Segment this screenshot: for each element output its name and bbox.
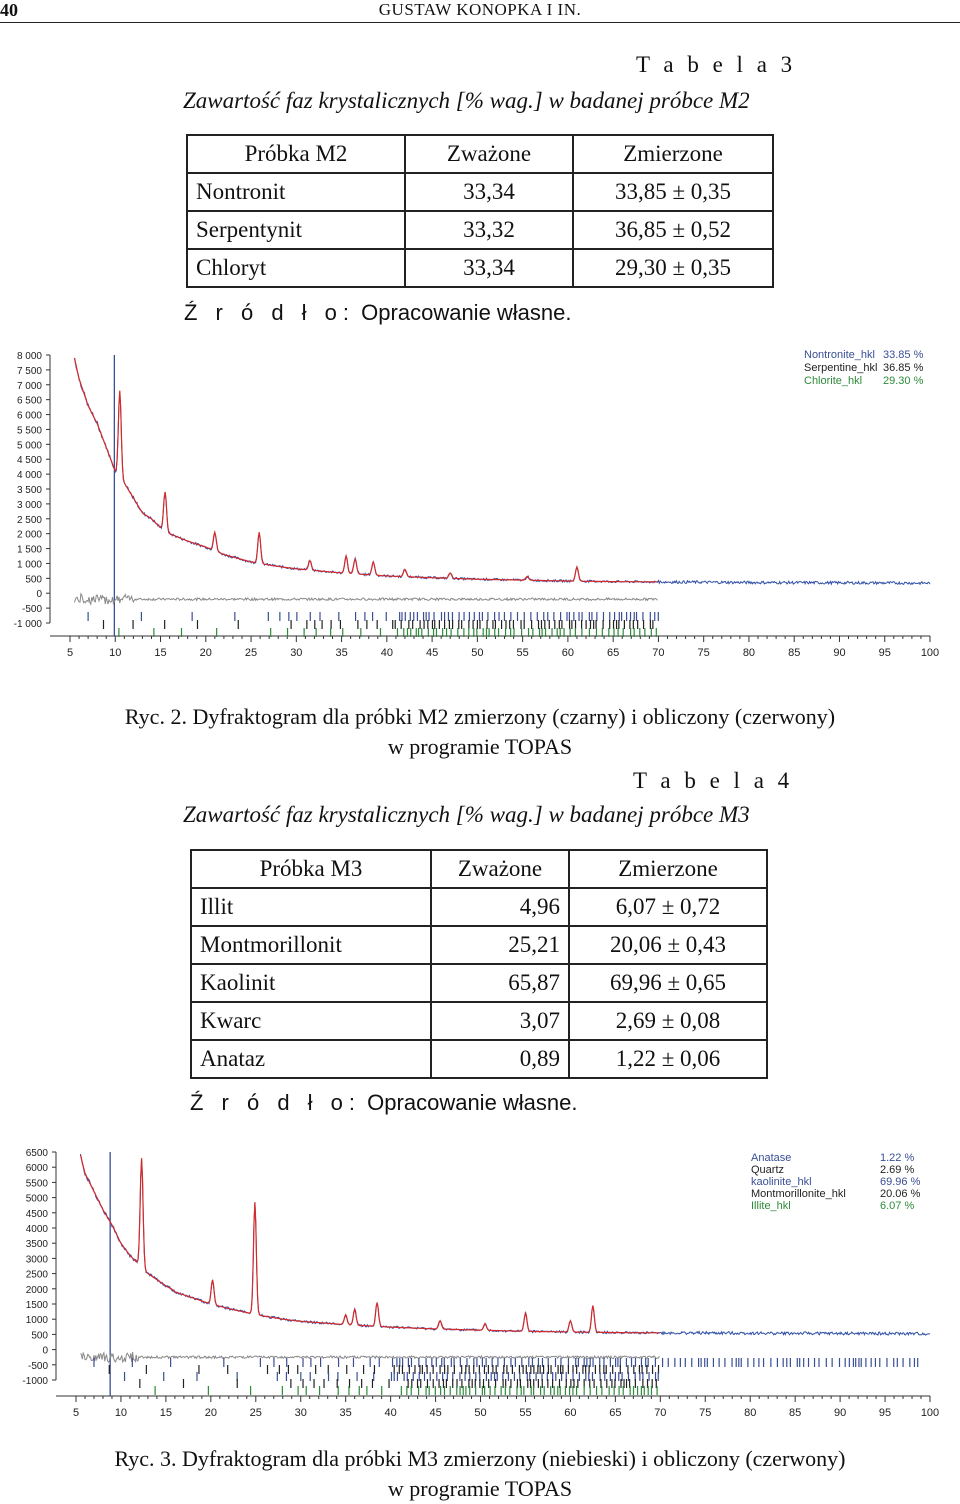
table-cell: 25,21 — [431, 926, 569, 964]
legend-value: 36.85 % — [883, 362, 924, 374]
table-cell: Kwarc — [191, 1002, 431, 1040]
figure3-caption-line2: w programie TOPAS — [387, 1476, 573, 1501]
figure2-caption-line2: w programie TOPAS — [387, 734, 573, 759]
table4 — [190, 849, 768, 1079]
y-tick-label: 2500 — [25, 1269, 48, 1281]
legend-label: Montmorillonite_hkl — [751, 1188, 846, 1200]
difference-curve — [75, 594, 658, 605]
y-tick-label: 5 000 — [16, 440, 42, 452]
x-tick-label: 15 — [159, 1407, 173, 1419]
x-tick-label: 40 — [380, 647, 393, 659]
x-tick-label: 60 — [561, 647, 575, 659]
table-cell: 4,96 — [431, 888, 569, 926]
legend-label: Serpentine_hkl — [804, 362, 878, 374]
y-tick-label: 3 000 — [16, 499, 42, 511]
table-row — [191, 926, 767, 964]
x-tick-label: 50 — [471, 647, 484, 659]
legend-value: 1.22 % — [880, 1152, 915, 1164]
table-cell: 2,69 ± 0,08 — [569, 1002, 767, 1040]
y-tick-label: 7 500 — [16, 365, 42, 377]
column-header: Zmierzone — [569, 850, 767, 888]
legend-label: Anatase — [751, 1152, 792, 1164]
y-tick-label: 1 000 — [16, 559, 42, 571]
column-header: Zważone — [405, 135, 573, 173]
y-tick-label: 1 500 — [16, 544, 42, 556]
figure3-caption — [0, 1444, 960, 1504]
y-tick-label: 3500 — [25, 1239, 48, 1251]
source-label: Ź r ó d ł o: — [190, 1090, 362, 1115]
x-tick-label: 20 — [199, 647, 212, 659]
y-tick-label: 2 000 — [16, 529, 42, 541]
x-tick-label: 70 — [654, 1407, 667, 1419]
x-tick-label: 55 — [519, 1407, 532, 1419]
x-tick-label: 95 — [878, 647, 891, 659]
y-tick-label: 4000 — [25, 1224, 48, 1235]
y-tick-label: 6 000 — [16, 410, 42, 422]
table3 — [186, 134, 774, 288]
y-tick-label: 6 500 — [16, 395, 42, 407]
figure3-caption-line1: Ryc. 3. Dyfraktogram dla próbki M3 zmierzony (niebieski) i obliczony (czerwony) — [114, 1446, 846, 1471]
y-tick-label: 1500 — [25, 1300, 48, 1311]
table-cell: 29,30 ± 0,35 — [573, 249, 773, 287]
x-tick-label: 50 — [474, 1407, 487, 1419]
x-tick-label: 35 — [339, 1407, 352, 1419]
x-tick-label: 45 — [429, 1407, 442, 1419]
legend-value: 69.96 % — [880, 1176, 921, 1188]
y-tick-label: -1000 — [22, 1376, 48, 1387]
table4-source — [190, 1090, 578, 1116]
y-tick-label: 4 500 — [16, 455, 42, 467]
table-cell: Anataz — [191, 1040, 431, 1078]
table-cell: Montmorillonit — [191, 926, 431, 964]
legend-value: 6.07 % — [880, 1200, 915, 1212]
y-tick-label: 3000 — [25, 1254, 48, 1266]
x-tick-label: 80 — [742, 647, 756, 659]
table-header-row — [191, 850, 767, 888]
legend-value: 33.85 % — [883, 349, 924, 361]
x-tick-label: 25 — [244, 647, 258, 659]
column-header: Zmierzone — [573, 135, 773, 173]
x-tick-label: 100 — [920, 647, 940, 659]
legend-value: 29.30 % — [883, 375, 924, 387]
table-row — [191, 964, 767, 1002]
y-tick-label: 6500 — [25, 1148, 48, 1159]
x-tick-label: 65 — [607, 647, 620, 659]
table-cell: 20,06 ± 0,43 — [569, 926, 767, 964]
table-row — [187, 173, 773, 211]
diffractogram-m3-chart — [0, 1140, 960, 1430]
diffractogram-m2-chart — [0, 340, 960, 670]
table-cell: Chloryt — [187, 249, 405, 287]
table-header-row — [187, 135, 773, 173]
y-tick-label: 500 — [31, 1330, 48, 1342]
header-rule — [0, 22, 960, 23]
source-text: Opracowanie własne. — [361, 300, 572, 325]
table-row — [191, 1002, 767, 1040]
table4-label: T a b e l a 4 — [633, 768, 794, 793]
table-cell: 0,89 — [431, 1040, 569, 1078]
y-tick-label: 5500 — [25, 1178, 48, 1190]
x-tick-label: 60 — [564, 1407, 577, 1419]
table-cell: 33,34 — [405, 249, 573, 287]
y-tick-label: -1 000 — [13, 619, 42, 630]
x-tick-label: 70 — [652, 647, 665, 659]
column-header: Zważone — [431, 850, 569, 888]
table-cell: 69,96 ± 0,65 — [569, 964, 767, 1002]
y-tick-label: 0 — [36, 589, 42, 601]
running-head: GUSTAW KONOPKA I IN. — [378, 0, 582, 19]
y-tick-label: 5 500 — [16, 425, 42, 437]
y-tick-label: 2000 — [25, 1284, 48, 1296]
x-tick-label: 80 — [744, 1407, 757, 1419]
x-tick-label: 95 — [878, 1407, 892, 1419]
observed-curve — [75, 358, 931, 584]
x-tick-label: 45 — [425, 647, 439, 659]
table-cell: 1,22 ± 0,06 — [569, 1040, 767, 1078]
table4-caption: Zawartość faz krystalicznych [% wag.] w badanej próbce M3 — [183, 802, 750, 827]
table-cell: 33,85 ± 0,35 — [573, 173, 773, 211]
x-tick-label: 10 — [114, 1407, 128, 1419]
figure2-caption — [0, 702, 960, 762]
legend-value: 20.06 % — [880, 1188, 921, 1200]
y-tick-label: -500 — [21, 604, 42, 616]
calculated-curve — [75, 358, 658, 582]
table-row — [187, 211, 773, 249]
table-cell: 3,07 — [431, 1002, 569, 1040]
table-row — [191, 888, 767, 926]
y-tick-label: -500 — [27, 1360, 48, 1372]
x-tick-label: 10 — [109, 647, 122, 659]
x-tick-label: 90 — [833, 1407, 847, 1419]
x-tick-label: 55 — [516, 647, 529, 659]
x-tick-label: 35 — [335, 647, 348, 659]
y-tick-label: 2 500 — [16, 514, 42, 526]
x-tick-label: 85 — [788, 647, 801, 659]
table-cell: Nontronit — [187, 173, 405, 211]
table-cell: 33,32 — [405, 211, 573, 249]
table-cell: 36,85 ± 0,52 — [573, 211, 773, 249]
legend-label: Illite_hkl — [751, 1200, 791, 1212]
y-tick-label: 8 000 — [16, 351, 42, 362]
table3-source — [184, 300, 572, 326]
table-cell: 65,87 — [431, 964, 569, 1002]
x-tick-label: 30 — [290, 647, 303, 659]
y-tick-label: 6000 — [25, 1163, 48, 1175]
x-tick-label: 5 — [66, 647, 74, 659]
x-tick-label: 30 — [294, 1407, 307, 1419]
legend-label: kaolinite_hkl — [751, 1176, 812, 1188]
legend-label: Quartz — [751, 1164, 785, 1176]
y-tick-label: 4500 — [25, 1208, 48, 1220]
x-tick-label: 15 — [154, 647, 167, 659]
x-tick-label: 5 — [72, 1407, 80, 1419]
column-header: Próbka M2 — [187, 135, 405, 173]
y-tick-label: 500 — [25, 574, 42, 586]
x-tick-label: 100 — [920, 1407, 940, 1419]
x-tick-label: 20 — [204, 1407, 217, 1419]
page-number: 40 — [0, 0, 18, 20]
y-tick-label: 7 000 — [16, 380, 42, 392]
x-tick-label: 25 — [249, 1407, 262, 1419]
y-tick-label: 0 — [42, 1345, 48, 1357]
table-row — [187, 249, 773, 287]
y-tick-label: 5000 — [25, 1193, 48, 1205]
x-tick-label: 85 — [789, 1407, 802, 1419]
table-cell: 6,07 ± 0,72 — [569, 888, 767, 926]
table3-label: T a b e l a 3 — [636, 52, 797, 77]
source-label: Ź r ó d ł o: — [184, 300, 356, 325]
x-tick-label: 90 — [833, 647, 846, 659]
y-tick-label: 1000 — [25, 1315, 48, 1327]
column-header: Próbka M3 — [191, 850, 431, 888]
legend-label: Nontronite_hkl — [804, 349, 875, 361]
table-cell: Kaolinit — [191, 964, 431, 1002]
legend-label: Chlorite_hkl — [804, 375, 863, 387]
table-cell: Illit — [191, 888, 431, 926]
table-cell: Serpentynit — [187, 211, 405, 249]
x-tick-label: 75 — [699, 1407, 712, 1419]
table-cell: 33,34 — [405, 173, 573, 211]
figure2-caption-line1: Ryc. 2. Dyfraktogram dla próbki M2 zmierzony (czarny) i obliczony (czerwony) — [124, 704, 836, 729]
table3-caption: Zawartość faz krystalicznych [% wag.] w badanej próbce M2 — [183, 88, 750, 113]
legend-value: 2.69 % — [880, 1164, 915, 1176]
source-text: Opracowanie własne. — [367, 1090, 578, 1115]
x-tick-label: 40 — [384, 1407, 397, 1419]
y-tick-label: 4 000 — [16, 470, 42, 482]
x-tick-label: 75 — [697, 647, 710, 659]
y-tick-label: 3 500 — [16, 485, 42, 496]
x-tick-label: 65 — [609, 1407, 622, 1419]
table-row — [191, 1040, 767, 1078]
calculated-curve — [81, 1155, 660, 1333]
